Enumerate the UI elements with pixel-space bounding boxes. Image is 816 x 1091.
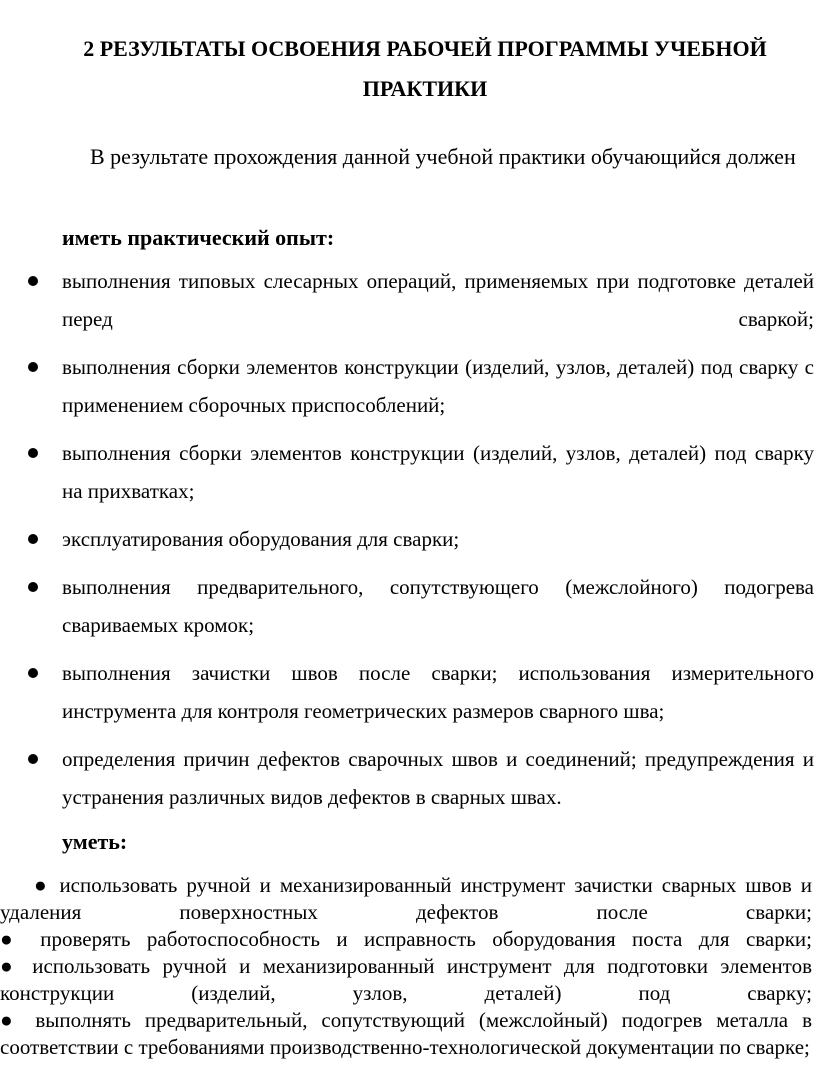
bullet-icon	[28, 582, 38, 592]
bullet-icon	[28, 362, 38, 372]
list-item: эксплуатирования оборудования для сварки;	[62, 520, 814, 558]
skills-list	[0, 872, 812, 1061]
list-item: выполнения сборки элементов конструкции (изделий, узлов, деталей) под сварку на прихватках;	[62, 434, 814, 510]
list-item: выполнения предварительного, сопутствующего (межслойного) подогрева свариваемых кромок;	[62, 568, 814, 644]
list-item: выполнения зачистки швов после сварки; использования измерительного инструмента для контроля геометрических размеров сварного шва;	[62, 654, 814, 730]
list-item: определения причин дефектов сварочных швов и соединений; предупреждения и устранения различных видов дефектов в сварных швах.	[62, 740, 814, 816]
skills-heading: уметь:	[62, 829, 128, 854]
experience-heading: иметь практический опыт:	[62, 225, 335, 250]
bullet-icon	[28, 448, 38, 458]
bullet-icon	[28, 668, 38, 678]
experience-list	[62, 262, 814, 826]
list-item: ● использовать ручной и механизированный инструмент для подготовки элементов конструкции (изделий, узлов, деталей) под сварку;	[0, 954, 812, 1005]
document-title-line-1: 2 РЕЗУЛЬТАТЫ ОСВОЕНИЯ РАБОЧЕЙ ПРОГРАММЫ УЧЕБНОЙ	[83, 36, 767, 61]
document-title-line-2: ПРАКТИКИ	[362, 76, 488, 101]
list-item: ● выполнять предварительный, сопутствующий (межслойный) подогрев металла в соответствии с требованиями производственно-технологической документации по сварке;	[0, 1008, 812, 1059]
list-item: ● использовать ручной и механизированный инструмент зачистки сварных швов и удаления поверхностных дефектов после сварки;	[0, 873, 812, 924]
intro-paragraph: В результате прохождения данной учебной практики обучающийся должен	[90, 144, 796, 169]
bullet-icon	[28, 754, 38, 764]
bullet-icon	[28, 534, 38, 544]
list-item: выполнения типовых слесарных операций, применяемых при подготовке деталей перед сваркой;	[62, 262, 814, 338]
list-item: ● проверять работоспособность и исправность оборудования поста для сварки;	[0, 927, 812, 951]
list-item: выполнения сборки элементов конструкции (изделий, узлов, деталей) под сварку с применением сборочных приспособлений;	[62, 348, 814, 424]
bullet-icon	[28, 276, 38, 286]
